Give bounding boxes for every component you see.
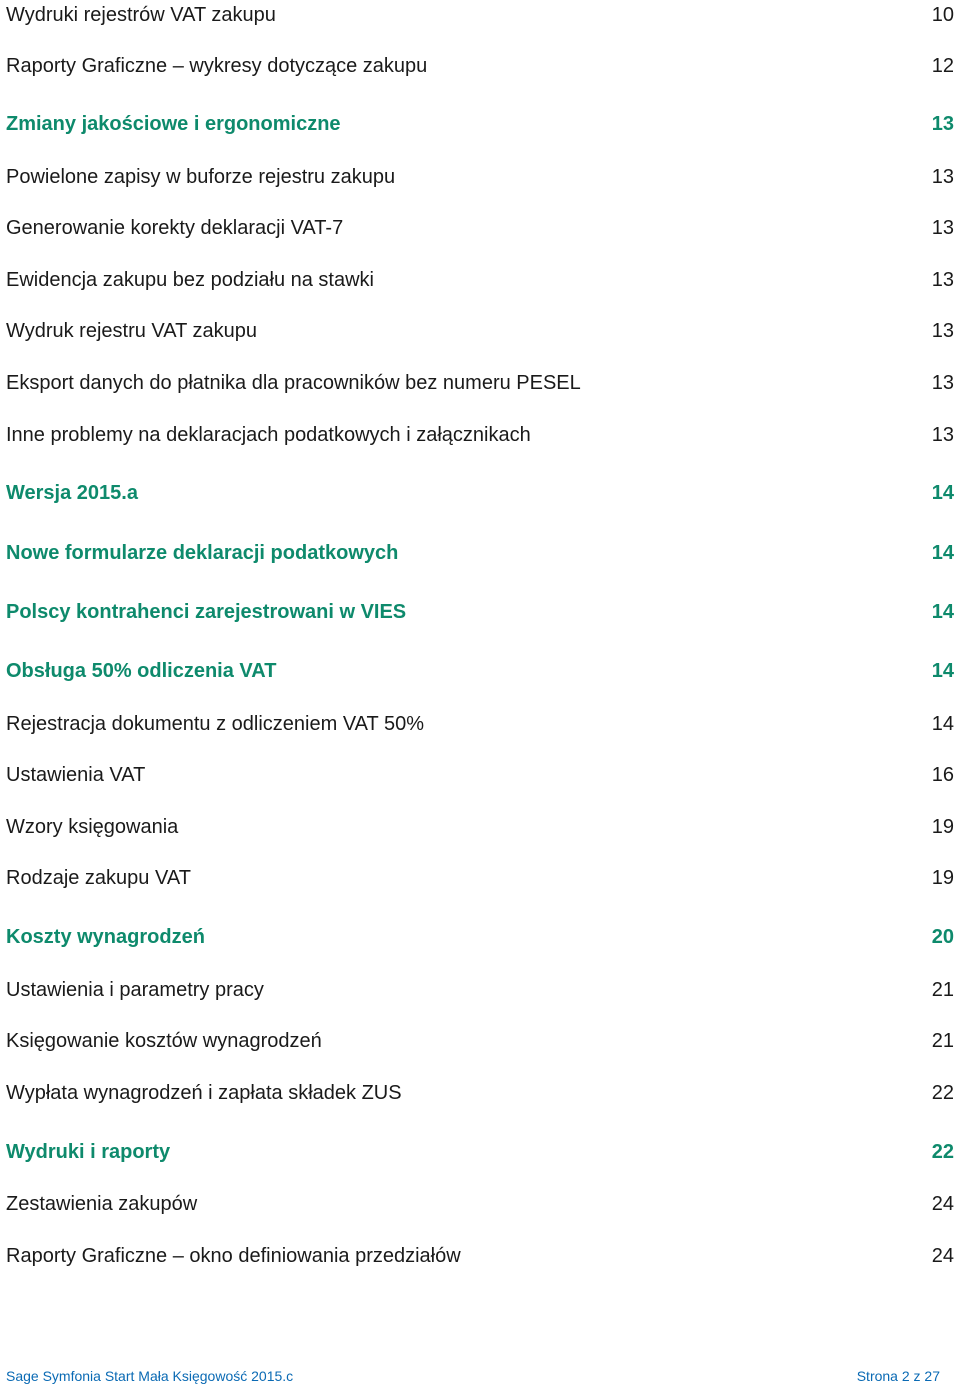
toc-entry[interactable]	[0, 0, 960, 30]
toc-title: Zmiany jakościowe i ergonomiczne	[6, 113, 341, 135]
toc-heading[interactable]	[0, 656, 960, 686]
toc-entry[interactable]	[0, 265, 960, 295]
toc-title: Inne problemy na deklaracjach podatkowych i załącznikach	[6, 424, 531, 446]
toc-title: Ustawienia VAT	[6, 764, 146, 786]
toc-title: Rejestracja dokumentu z odliczeniem VAT 50%	[6, 713, 424, 735]
toc-entry[interactable]	[0, 51, 960, 81]
toc-page-number: 13	[931, 320, 954, 342]
toc-title: Nowe formularze deklaracji podatkowych	[6, 542, 399, 564]
toc-title: Wzory księgowania	[6, 816, 179, 838]
toc-page-number: 14	[931, 542, 954, 564]
toc-title: Generowanie korekty deklaracji VAT-7	[6, 217, 344, 239]
toc-entry[interactable]	[0, 1241, 960, 1271]
toc-title: Wypłata wynagrodzeń i zapłata składek ZUS	[6, 1082, 402, 1104]
toc-page-number: 21	[931, 979, 954, 1001]
toc-entry[interactable]	[0, 368, 960, 398]
toc-title: Ustawienia i parametry pracy	[6, 979, 264, 1001]
toc-page-number: 19	[931, 816, 954, 838]
toc-heading[interactable]	[0, 1137, 960, 1167]
toc-entry[interactable]	[0, 316, 960, 346]
toc-entry[interactable]	[0, 863, 960, 893]
toc-page-number: 24	[931, 1245, 954, 1267]
toc-page-number: 14	[931, 660, 954, 682]
toc-entry[interactable]	[0, 760, 960, 790]
toc-heading[interactable]	[0, 478, 960, 508]
footer-page-number: Strona 2 z 27	[856, 1368, 940, 1384]
toc-entry[interactable]	[0, 1189, 960, 1219]
toc-page-number: 19	[931, 867, 954, 889]
toc-page-number: 22	[931, 1082, 954, 1104]
toc-title: Wydruki rejestrów VAT zakupu	[6, 4, 276, 26]
toc-title: Rodzaje zakupu VAT	[6, 867, 191, 889]
page-footer	[0, 1366, 960, 1387]
toc-entry[interactable]	[0, 709, 960, 739]
toc-heading[interactable]	[0, 109, 960, 139]
toc-page-number: 14	[931, 482, 954, 504]
toc-entry[interactable]	[0, 1026, 960, 1056]
toc-entry[interactable]	[0, 1078, 960, 1108]
toc-entry[interactable]	[0, 162, 960, 192]
toc-page-number: 13	[931, 113, 954, 135]
toc-page-number: 12	[931, 55, 954, 77]
toc-title: Zestawienia zakupów	[6, 1193, 198, 1215]
toc-page-number: 16	[931, 764, 954, 786]
toc-title: Koszty wynagrodzeń	[6, 926, 205, 948]
toc-title: Ewidencja zakupu bez podziału na stawki	[6, 269, 374, 291]
toc-page-number: 10	[931, 4, 954, 26]
toc-page-number: 22	[931, 1141, 954, 1163]
toc-page-number: 13	[931, 372, 954, 394]
toc-page-number: 24	[931, 1193, 954, 1215]
toc-title: Wersja 2015.a	[6, 482, 138, 504]
toc-page-number: 14	[931, 713, 954, 735]
footer-document-title: Sage Symfonia Start Mała Księgowość 2015.c	[6, 1368, 294, 1384]
toc-entry[interactable]	[0, 420, 960, 450]
toc-entry[interactable]	[0, 975, 960, 1005]
toc-title: Księgowanie kosztów wynagrodzeń	[6, 1030, 322, 1052]
toc-page-number: 21	[931, 1030, 954, 1052]
toc-title: Wydruki i raporty	[6, 1141, 171, 1163]
toc-title: Wydruk rejestru VAT zakupu	[6, 320, 258, 342]
toc-page-number: 13	[931, 424, 954, 446]
toc-page-number: 14	[931, 601, 954, 623]
toc-title: Powielone zapisy w buforze rejestru zakupu	[6, 166, 396, 188]
toc-entry[interactable]	[0, 812, 960, 842]
toc-title: Eksport danych do płatnika dla pracowników bez numeru PESEL	[6, 372, 581, 394]
toc-entry[interactable]	[0, 213, 960, 243]
toc-page-number: 13	[931, 166, 954, 188]
toc-heading[interactable]	[0, 538, 960, 568]
toc-page-number: 13	[931, 217, 954, 239]
toc-title: Raporty Graficzne – wykresy dotyczące zakupu	[6, 55, 428, 77]
toc-title: Obsługa 50% odliczenia VAT	[6, 660, 277, 682]
toc-heading[interactable]	[0, 597, 960, 627]
toc-page-number: 20	[931, 926, 954, 948]
toc-heading[interactable]	[0, 922, 960, 952]
toc-title: Raporty Graficzne – okno definiowania przedziałów	[6, 1245, 461, 1267]
toc-title: Polscy kontrahenci zarejestrowani w VIES	[6, 601, 407, 623]
toc-page-number: 13	[931, 269, 954, 291]
